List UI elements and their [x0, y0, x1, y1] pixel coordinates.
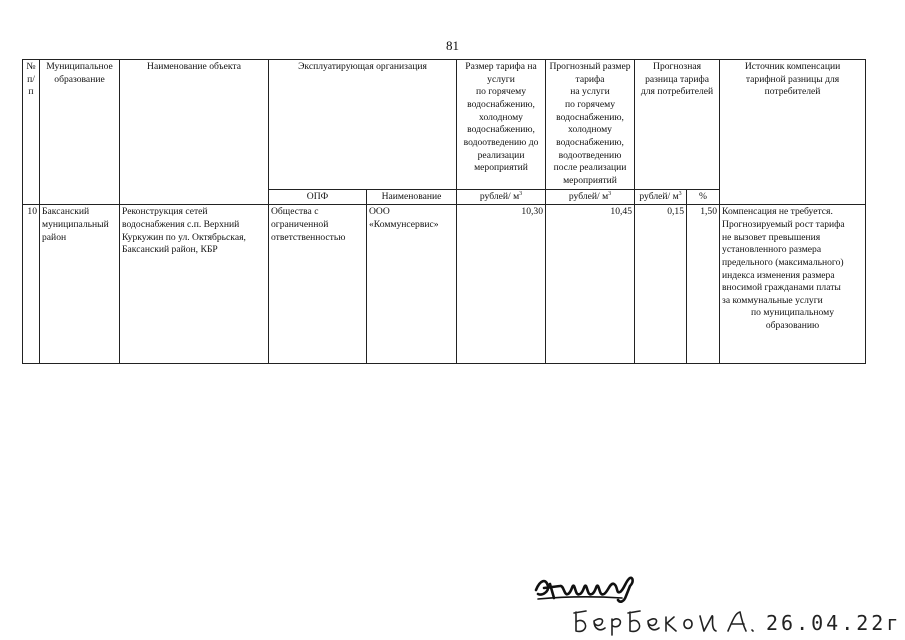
text-line: по горячему [476, 86, 526, 98]
text-line: для потребителей [640, 86, 714, 98]
subheader-unit-diff: рублей/ $м^3$ [635, 189, 687, 205]
row-object: Реконструкция сетей водоснабжения с.п. Верхний Куркужин по ул. Октябрьская, Баксанский район, КБР [120, 205, 269, 364]
row-num: 10 [23, 205, 40, 364]
text-line: после реализации [553, 162, 627, 174]
header-operator: Эксплуатирующая организация [269, 60, 457, 190]
text-line: мероприятий [563, 174, 617, 186]
subheader-unit-forecast: рублей/ $м^3$ [546, 189, 635, 205]
text-line: не вызовет превышения [722, 231, 821, 243]
text-line: холодному [479, 111, 523, 123]
text-line: водоснабжению, [467, 98, 535, 110]
row-tariff-forecast: 10,45 [546, 205, 635, 364]
text-line: за коммунальные услуги [722, 294, 823, 306]
header-municipality: Муниципальное образование [40, 60, 120, 205]
subheader-name: Наименование [367, 189, 457, 205]
text-line: тарифной разницы для [745, 73, 840, 85]
row-org-name: ООО «Коммунсервис» [367, 205, 457, 364]
page-number: 81 [446, 38, 459, 53]
text-line: Прогнозная [653, 61, 702, 72]
header-forecast-tariff [546, 60, 635, 190]
row-compensation [720, 205, 866, 364]
handwritten-date-text: 26.04.22г [766, 611, 902, 635]
handwritten-signature [530, 572, 640, 606]
text-line: тарифа [575, 73, 605, 85]
table-row [23, 205, 866, 364]
text-line: реализации [477, 149, 525, 161]
row-diff-rub: 0,15 [635, 205, 687, 364]
text-line: Прогнозный размер [549, 61, 631, 72]
text-line: водоснабжению, [467, 124, 535, 136]
subheader-percent: % [687, 189, 720, 205]
header-compensation-source [720, 60, 866, 205]
text-line: потребителей [764, 86, 821, 98]
text-line: Размер тарифа на [465, 61, 537, 72]
text-line: Источник компенсации [744, 61, 841, 72]
text-line: по горячему [565, 98, 615, 110]
text-line: Прогнозируемый рост тарифа [722, 218, 845, 230]
header-forecast-diff [635, 60, 720, 190]
text-line: индекса изменения размера [722, 269, 835, 281]
row-diff-percent: 1,50 [687, 205, 720, 364]
text-line: установленного размера [722, 244, 822, 256]
header-row [23, 60, 866, 190]
subheader-opf: ОПФ [269, 189, 367, 205]
tariff-table [22, 59, 866, 364]
text-line: вносимой гражданами платы [722, 282, 841, 294]
text-line: водоснабжению, [556, 111, 624, 123]
handwritten-name-date [570, 607, 902, 637]
text-line: на услуги [570, 86, 610, 98]
text-line: услуги [487, 73, 515, 85]
subheader-unit-tariff: рублей/ $м^3$ [457, 189, 546, 205]
text-line: предельного (максимального) [722, 256, 844, 268]
text-line: разница тарифа [645, 73, 709, 85]
text-line: образованию [765, 320, 820, 332]
header-tariff-size [457, 60, 546, 190]
header-object: Наименование объекта [120, 60, 269, 205]
header-num: № п/п [23, 60, 40, 205]
text-line: водоотведению до [463, 136, 539, 148]
text-line: мероприятий [474, 162, 528, 174]
text-line: по муниципальному [751, 307, 835, 319]
text-line: холодному [568, 124, 612, 136]
text-line: водоотведению [558, 149, 622, 161]
row-tariff-current: 10,30 [457, 205, 546, 364]
text-line: Компенсация не требуется. [722, 206, 833, 218]
row-municipality: Баксанский муниципальный район [40, 205, 120, 364]
text-line: водоснабжению, [556, 136, 624, 148]
row-opf: Общества с ограниченной ответственностью [269, 205, 367, 364]
